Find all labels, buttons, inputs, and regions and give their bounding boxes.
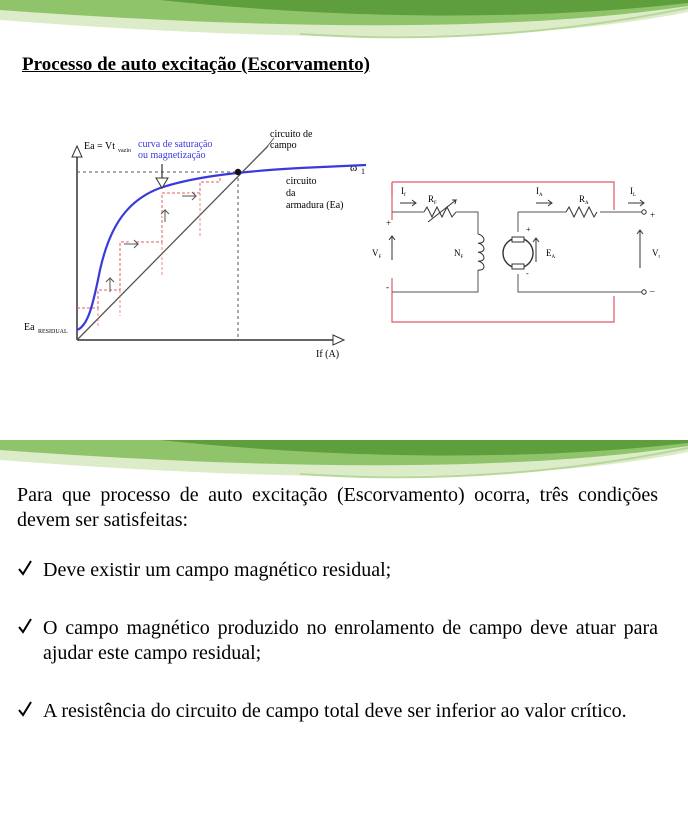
condition-text: A resistência do circuito de campo total deve ser inferior ao valor crítico. <box>43 700 627 722</box>
svg-text:campo: campo <box>270 140 297 151</box>
svg-text:Vt: $V_t$ <box>652 248 660 260</box>
svg-text:IL: $I_L$ <box>630 186 637 198</box>
svg-text:-: - <box>526 269 529 278</box>
svg-text:RESIDUAL: RESIDUAL <box>38 329 68 335</box>
svg-text:circuito: circuito <box>286 176 317 187</box>
svg-text:+: + <box>526 225 531 234</box>
svg-text:–: – <box>650 286 655 296</box>
page-title: Processo de auto excitação (Escorvamento) <box>22 54 370 75</box>
list-item <box>17 558 658 583</box>
svg-text:EA: $E_A$ <box>546 248 556 260</box>
svg-text:vazio: vazio <box>118 148 131 154</box>
saturation-graph <box>24 129 366 360</box>
svg-text:Ea: Ea <box>24 322 35 333</box>
svg-text:RA: $R_A$ <box>579 194 589 206</box>
svg-text:da: da <box>286 188 296 199</box>
slide-2 <box>0 440 688 833</box>
svg-text:VF: $V_F$ <box>372 248 382 260</box>
svg-text:IA: $I_A$ <box>536 186 543 198</box>
svg-text:NF: $N_F$ <box>454 248 464 260</box>
svg-text:If (A): If (A) <box>316 349 340 360</box>
checkmark-icon <box>17 558 33 578</box>
svg-text:1: 1 <box>361 167 365 176</box>
condition-text: Deve existir um campo magnético residual; <box>43 559 392 581</box>
list-item <box>17 616 658 666</box>
intro-paragraph: Para que processo de auto excitação (Escorvamento) ocorra, três condições devem ser satisfeitas: <box>17 484 658 531</box>
list-item <box>17 699 658 724</box>
slide-1 <box>0 0 688 400</box>
svg-text:-: - <box>386 282 389 292</box>
checkmark-icon <box>17 699 33 719</box>
shunt-generator-circuit <box>372 182 661 322</box>
checkmark-icon <box>17 616 33 636</box>
svg-text:+: + <box>650 210 656 220</box>
excitation-diagram <box>0 120 688 370</box>
svg-text:+: + <box>386 218 392 228</box>
svg-text:If: $I_f$ <box>401 186 406 198</box>
svg-text:curva de saturação: curva de saturação <box>138 139 213 150</box>
svg-text:circuito de: circuito de <box>270 129 313 140</box>
green-swoosh-decoration <box>0 0 688 50</box>
svg-text:armadura (Ea): armadura (Ea) <box>286 200 344 211</box>
svg-text:RF: $R_F$ <box>428 194 437 206</box>
conditions-list <box>17 558 658 757</box>
svg-text:ω: ω <box>350 162 358 174</box>
svg-text:ou magnetização: ou magnetização <box>138 150 206 161</box>
condition-text: O campo magnético produzido no enrolamento de campo deve atuar para ajudar este campo residual; <box>43 617 658 664</box>
svg-text:Ea = Vt: Ea = Vt <box>84 141 116 152</box>
